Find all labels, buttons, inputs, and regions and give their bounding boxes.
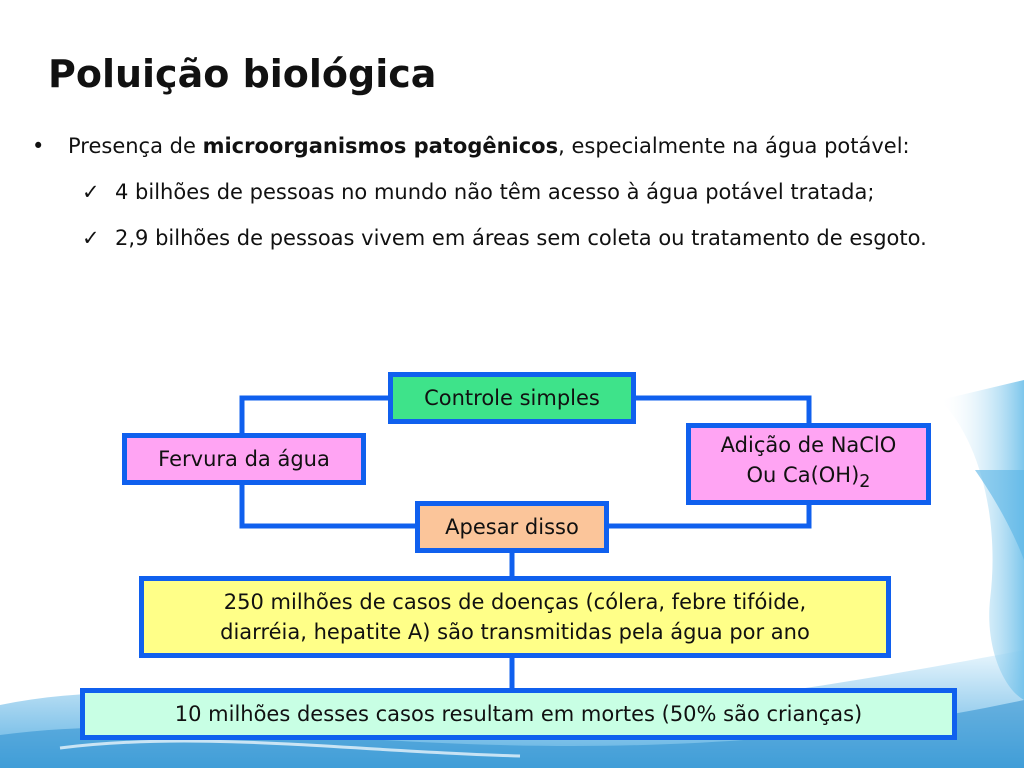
- checkmark-icon: ✓: [82, 180, 100, 204]
- bullet-main-prefix: Presença de: [68, 134, 203, 158]
- mortes-box: [80, 688, 957, 740]
- controle-simples-box: [388, 372, 636, 424]
- adicao-line2: [721, 460, 897, 497]
- adicao-box: [686, 423, 931, 505]
- casos-line1: 250 milhões de casos de doenças (cólera, febre tifóide,: [223, 590, 807, 614]
- adicao-line2-main: Ou Ca(OH): [746, 463, 860, 488]
- bullet-dot: •: [32, 134, 45, 158]
- casos-doencas-box: [139, 576, 891, 658]
- casos-doencas-text: [220, 587, 810, 647]
- mortes-label: 10 milhões desses casos resultam em mortes (50% são crianças): [174, 702, 863, 726]
- checkmark-icon: ✓: [82, 226, 100, 250]
- controle-simples-label: Controle simples: [424, 386, 600, 410]
- bullet-main-suffix: , especialmente na água potável:: [558, 134, 910, 158]
- fervura-box: [122, 433, 366, 485]
- connector-fervura-apesar: [242, 485, 415, 526]
- fervura-label: Fervura da água: [158, 447, 330, 471]
- adicao-subscript: 2: [859, 472, 871, 493]
- connector-adicao-apesar: [609, 505, 809, 526]
- page-title: Poluição biológica: [48, 52, 437, 96]
- connector-controle-adicao: [636, 398, 809, 423]
- apesar-disso-label: Apesar disso: [445, 515, 579, 539]
- apesar-disso-box: [415, 501, 609, 553]
- bullet-main-bold: microorganismos patogênicos: [202, 134, 559, 158]
- casos-line2: diarréia, hepatite A) são transmitidas pela água por ano: [220, 620, 810, 644]
- sub-bullet-text: 2,9 bilhões de pessoas vivem em áreas sem coleta ou tratamento de esgoto.: [115, 226, 927, 250]
- adicao-line1: Adição de NaClO: [720, 433, 897, 458]
- adicao-text: [721, 430, 897, 497]
- connector-controle-fervura: [242, 398, 388, 433]
- sub-bullet-text: 4 bilhões de pessoas no mundo não têm acesso à água potável tratada;: [115, 180, 875, 204]
